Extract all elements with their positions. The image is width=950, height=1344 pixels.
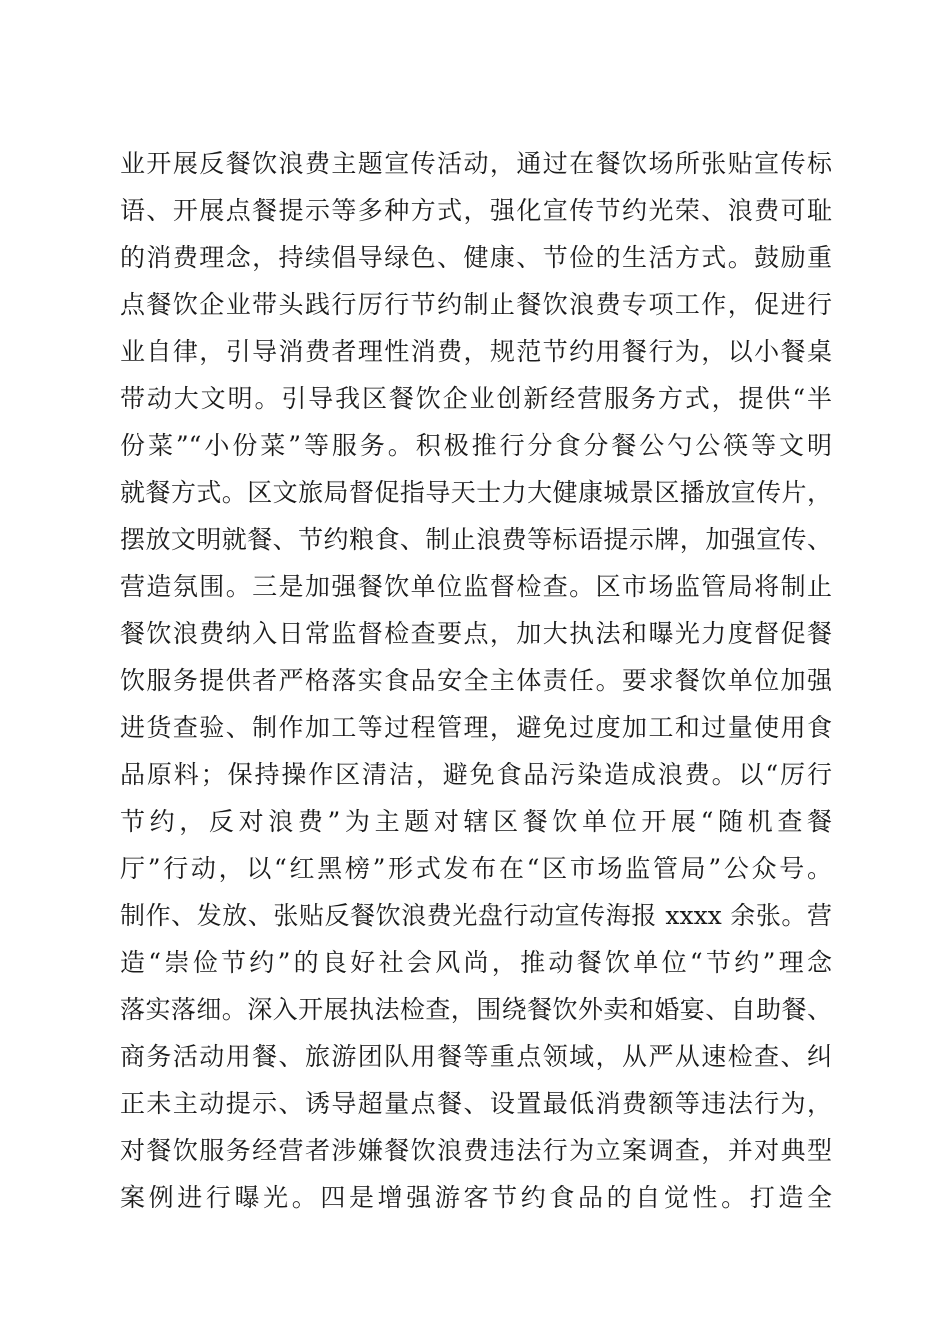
text-line: 厅”行动，以“红黑榜”形式发布在“区市场监管局”公众号。	[120, 854, 832, 883]
text-line: 份菜”“小份菜”等服务。积极推行分食分餐公勺公筷等文明	[120, 431, 832, 460]
text-line: 业自律，引导消费者理性消费，规范节约用餐行为，以小餐桌	[120, 337, 832, 366]
text-line: 制作、发放、张贴反餐饮浪费光盘行动宣传海报 xxxx 余张。营	[120, 901, 832, 930]
text-line: 饮服务提供者严格落实食品安全主体责任。要求餐饮单位加强	[120, 666, 832, 695]
text-line: 案例进行曝光。四是增强游客节约食品的自觉性。打造全	[120, 1183, 832, 1212]
text-line: 营造氛围。三是加强餐饮单位监督检查。区市场监管局将制止	[120, 572, 832, 601]
text-line: 餐饮浪费纳入日常监督检查要点，加大执法和曝光力度督促餐	[120, 619, 832, 648]
text-line: 带动大文明。引导我区餐饮企业创新经营服务方式，提供“半	[120, 384, 832, 413]
text-line: 点餐饮企业带头践行厉行节约制止餐饮浪费专项工作，促进行	[120, 290, 832, 319]
text-line: 业开展反餐饮浪费主题宣传活动，通过在餐饮场所张贴宣传标	[120, 149, 832, 178]
text-line: 进货查验、制作加工等过程管理，避免过度加工和过量使用食	[120, 713, 832, 742]
body-text	[120, 140, 832, 1221]
text-line: 对餐饮服务经营者涉嫌餐饮浪费违法行为立案调查，并对典型	[120, 1136, 832, 1165]
text-line: 品原料；保持操作区清洁，避免食品污染造成浪费。以“厉行	[120, 760, 832, 789]
text-line: 就餐方式。区文旅局督促指导天士力大健康城景区播放宣传片，	[120, 478, 832, 507]
text-line: 语、开展点餐提示等多种方式，强化宣传节约光荣、浪费可耻	[120, 196, 832, 225]
text-line: 造“崇俭节约”的良好社会风尚，推动餐饮单位“节约”理念	[120, 948, 832, 977]
text-line: 摆放文明就餐、节约粮食、制止浪费等标语提示牌，加强宣传、	[120, 525, 832, 554]
text-line: 商务活动用餐、旅游团队用餐等重点领域，从严从速检查、纠	[120, 1042, 832, 1071]
text-line: 节约，反对浪费”为主题对辖区餐饮单位开展“随机查餐	[120, 807, 832, 836]
text-line: 正未主动提示、诱导超量点餐、设置最低消费额等违法行为，	[120, 1089, 832, 1118]
text-line: 的消费理念，持续倡导绿色、健康、节俭的生活方式。鼓励重	[120, 243, 832, 272]
text-line: 落实落细。深入开展执法检查，围绕餐饮外卖和婚宴、自助餐、	[120, 995, 832, 1024]
